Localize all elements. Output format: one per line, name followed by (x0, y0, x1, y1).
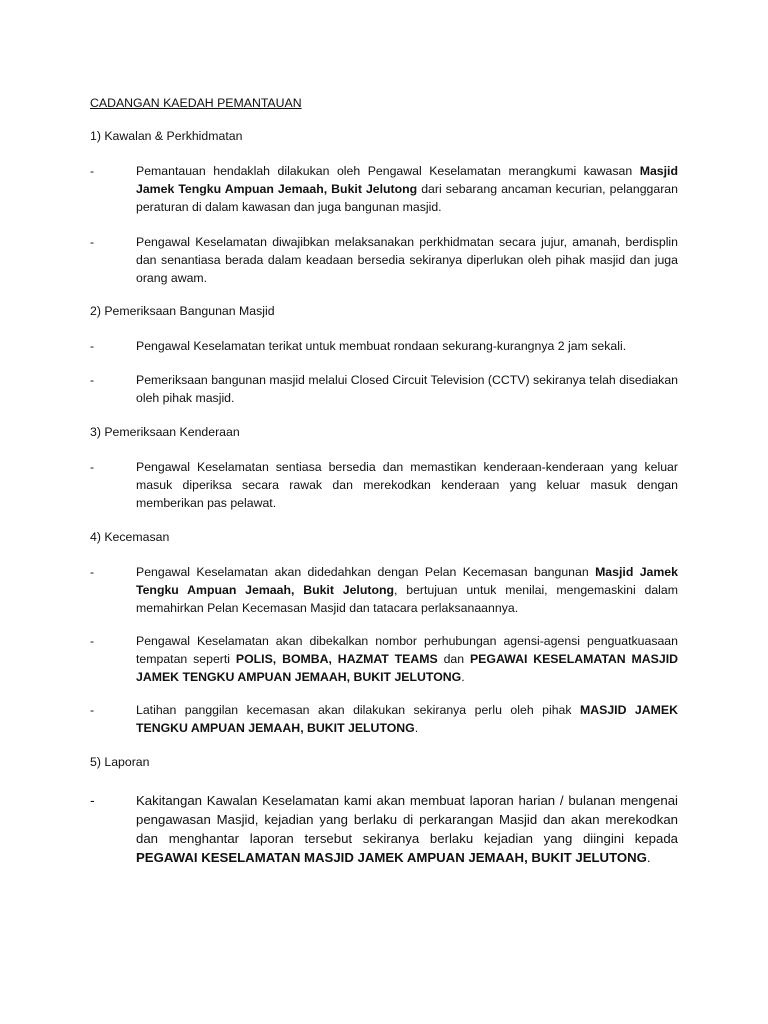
list-item (90, 337, 678, 355)
bullet-dash: - (90, 565, 95, 579)
item-text: Pengawal Keselamatan diwajibkan melaksanakan perkhidmatan secara jujur, amanah, berdisplin dan senantiasa berada dalam keadaan bersedia sekiranya diperlukan oleh pihak masjid dan juga orang awam. (136, 235, 678, 285)
list-item (90, 563, 678, 617)
bullet-dash: - (90, 164, 95, 178)
item-text: Kakitangan Kawalan Keselamatan kami akan membuat laporan harian / bulanan mengenai pengawasan Masjid, kejadian yang berlaku di perkarangan Masjid dan akan merekodkan dan menghantar laporan tersebut sekiranya berlaku kejadian yang diingini kepada PEGAWAI KESELAMATAN MASJID JAMEK AMPUAN JEMAAH, BUKIT JELUTONG. (136, 793, 678, 865)
item-text: Pemantauan hendaklah dilakukan oleh Pengawal Keselamatan merangkumi kawasan Masjid Jamek Tengku Ampuan Jemaah, Bukit Jelutong dari sebarang ancaman kecurian, pelanggaran peraturan di dalam kawasan dan juga bangunan masjid. (136, 164, 678, 214)
bullet-dash: - (90, 703, 95, 717)
emphasis-text: Masjid Jamek Tengku Ampuan Jemaah, Bukit Jelutong (136, 565, 678, 597)
emphasis-text: PEGAWAI KESELAMATAN MASJID JAMEK TENGKU AMPUAN JEMAAH, BUKIT JELUTONG (136, 652, 678, 684)
item-text: Pemeriksaan bangunan masjid melalui Closed Circuit Television (CCTV) sekiranya telah disediakan oleh pihak masjid. (136, 373, 678, 405)
emphasis-text: Masjid Jamek Tengku Ampuan Jemaah, Bukit Jelutong (136, 164, 678, 196)
bullet-dash: - (90, 792, 95, 808)
list-item (90, 371, 678, 407)
item-text: Pengawal Keselamatan akan didedahkan dengan Pelan Kecemasan bangunan Masjid Jamek Tengku Ampuan Jemaah, Bukit Jelutong, bertujuan untuk menilai, mengemaskini dalam memahirkan Pelan Kecemasan Masjid dan tatacara perlaksanaannya. (136, 565, 678, 615)
item-text: Pengawal Keselamatan terikat untuk membuat rondaan sekurang-kurangnya 2 jam sekali. (136, 339, 627, 353)
section-heading: 4) Kecemasan (90, 530, 170, 544)
bullet-dash: - (90, 634, 95, 648)
section-heading: 5) Laporan (90, 755, 150, 769)
list-item (90, 458, 678, 512)
list-item (90, 233, 678, 287)
list-item (90, 791, 678, 867)
list-item (90, 701, 678, 737)
section-heading: 3) Pemeriksaan Kenderaan (90, 425, 240, 439)
section-heading: 1) Kawalan & Perkhidmatan (90, 129, 243, 143)
document-title: CADANGAN KAEDAH PEMANTAUAN (90, 96, 302, 110)
bullet-dash: - (90, 339, 95, 353)
section-heading: 2) Pemeriksaan Bangunan Masjid (90, 304, 275, 318)
list-item (90, 632, 678, 686)
emphasis-text: MASJID JAMEK TENGKU AMPUAN JEMAAH, BUKIT JELUTONG (136, 703, 678, 735)
bullet-dash: - (90, 235, 95, 249)
item-text: Latihan panggilan kecemasan akan dilakukan sekiranya perlu oleh pihak MASJID JAMEK TENGKU AMPUAN JEMAAH, BUKIT JELUTONG. (136, 703, 678, 735)
emphasis-text: PEGAWAI KESELAMATAN MASJID JAMEK AMPUAN JEMAAH, BUKIT JELUTONG (136, 850, 647, 865)
item-text: Pengawal Keselamatan akan dibekalkan nombor perhubungan agensi-agensi penguatkuasaan tempatan seperti POLIS, BOMBA, HAZMAT TEAMS dan PEGAWAI KESELAMATAN MASJID JAMEK TENGKU AMPUAN JEMAAH, BUKIT JELUTONG. (136, 634, 678, 684)
bullet-dash: - (90, 460, 95, 474)
bullet-dash: - (90, 373, 95, 387)
list-item (90, 162, 678, 216)
emphasis-text: POLIS, BOMBA, HAZMAT TEAMS (235, 652, 438, 666)
item-text: Pengawal Keselamatan sentiasa bersedia dan memastikan kenderaan-kenderaan yang keluar masuk diperiksa secara rawak dan merekodkan kenderaan yang keluar masuk dengan memberikan pas pelawat. (136, 460, 678, 510)
